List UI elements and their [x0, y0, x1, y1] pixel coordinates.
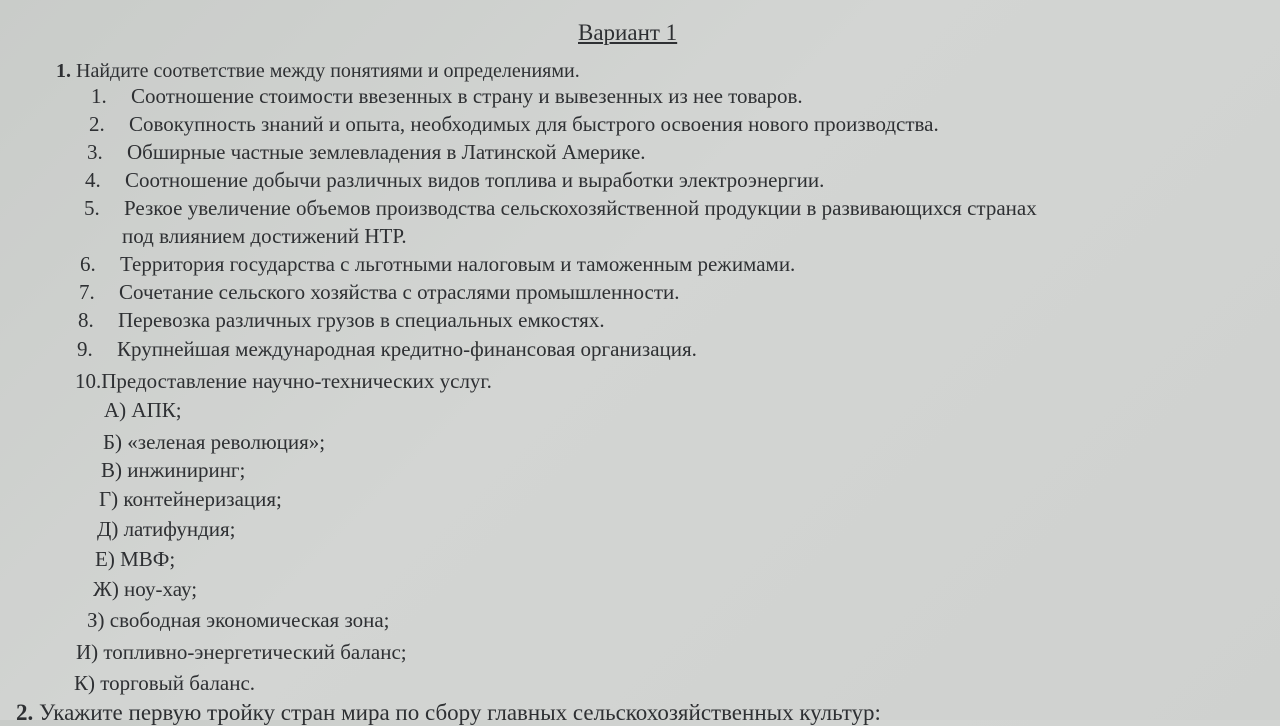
definition-text: Обширные частные землевладения в Латинской Америке. — [127, 140, 646, 164]
answer-option: В) инжиниринг; — [101, 458, 246, 482]
definition-item — [84, 195, 1037, 221]
definition-number: 4. — [85, 168, 101, 192]
definition-number: 10. — [75, 369, 102, 393]
task-1-text: Найдите соответствие между понятиями и определениями. — [76, 60, 580, 82]
definition-text: Территория государства с льготными налоговым и таможенным режимами. — [120, 252, 796, 276]
definition-item — [91, 83, 803, 109]
definition-number: 7. — [79, 280, 95, 304]
task-2-text: Укажите первую тройку стран мира по сбору главных сельскохозяйственных культур: — [39, 700, 881, 725]
definition-number: 8. — [78, 308, 94, 332]
definition-text: Крупнейшая международная кредитно-финансовая организация. — [117, 337, 697, 361]
definition-number: 2. — [89, 112, 105, 136]
answer-option: Б) «зеленая революция»; — [103, 430, 326, 454]
definition-item — [77, 336, 697, 362]
definition-item — [87, 139, 646, 165]
definition-item — [85, 167, 824, 193]
answer-option: И) топливно-энергетический баланс; — [76, 640, 407, 664]
definition-text: Предоставление научно-технических услуг. — [101, 369, 492, 393]
answer-option: З) свободная экономическая зона; — [87, 608, 390, 632]
answer-option: Д) латифундия; — [97, 517, 236, 541]
variant-title: Вариант 1 — [578, 20, 678, 45]
definition-text: Сочетание сельского хозяйства с отраслями промышленности. — [119, 280, 680, 304]
definition-number: 1. — [91, 84, 107, 108]
definition-text: Соотношение стоимости ввезенных в страну и вывезенных из нее товаров. — [131, 84, 803, 108]
definition-item — [78, 307, 605, 333]
definition-number: 3. — [87, 140, 103, 164]
definition-text: Соотношение добычи различных видов топлива и выработки электроэнергии. — [125, 168, 825, 192]
definition-text: Резкое увеличение объемов производства сельскохозяйственной продукции в развивающихся странах — [124, 196, 1037, 220]
answer-option: А) АПК; — [104, 398, 182, 422]
definition-item — [75, 368, 492, 394]
definition-item — [79, 279, 679, 305]
definition-number: 6. — [80, 252, 96, 276]
task-2-number: 2. — [16, 700, 34, 725]
definition-text: Перевозка различных грузов в специальных емкостях. — [118, 308, 605, 332]
definition-number: 9. — [77, 337, 93, 361]
definition-item — [89, 111, 939, 137]
answer-option: Г) контейнеризация; — [99, 487, 282, 511]
answer-option: Е) МВФ; — [95, 547, 176, 571]
answer-option: Ж) ноу-хау; — [93, 577, 198, 601]
definition-continuation: под влиянием достижений НТР. — [122, 224, 407, 248]
definition-item — [80, 251, 795, 277]
definition-number: 5. — [84, 196, 100, 220]
task-1-heading — [56, 58, 580, 84]
definition-text: Совокупность знаний и опыта, необходимых для быстрого освоения нового производства. — [129, 112, 939, 136]
task-2-heading — [16, 700, 881, 726]
task-1-number: 1. — [56, 60, 71, 82]
answer-option: К) торговый баланс. — [74, 671, 256, 695]
